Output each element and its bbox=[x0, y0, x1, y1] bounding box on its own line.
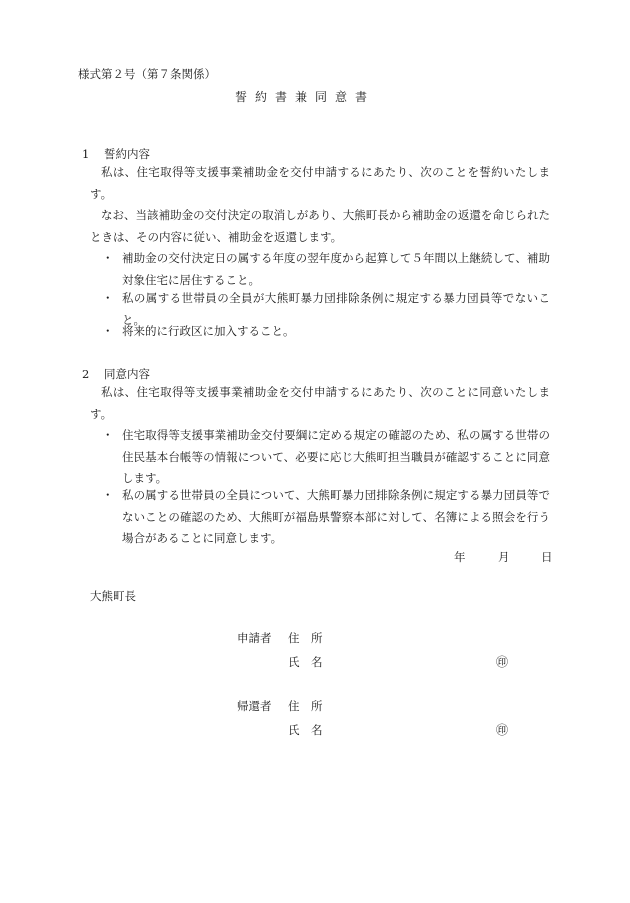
section1-paragraph-1: 私は、住宅取得等支援事業補助金を交付申請するにあたり、次のことを誓約いたします。 bbox=[90, 165, 550, 201]
returnee-seal: ㊞ bbox=[496, 723, 509, 737]
addressee: 大熊町長 bbox=[90, 589, 136, 603]
returnee-role: 帰還者 bbox=[237, 699, 272, 713]
section1-bullet-3 bbox=[102, 321, 550, 343]
applicant-address-label: 住 所 bbox=[288, 631, 323, 645]
returnee-address-label: 住 所 bbox=[288, 699, 323, 713]
section2-title: 同意内容 bbox=[104, 367, 150, 381]
section2-heading bbox=[82, 366, 150, 382]
bullet-text: 私の属する世帯員の全員について、大熊町暴力団排除条例に規定する暴力団員等でないことの確認のため、大熊町が福島県警察本部に対して、名簿による照会を行う場合があることに同意します。 bbox=[122, 488, 550, 545]
applicant-seal: ㊞ bbox=[496, 655, 509, 669]
section1-heading bbox=[82, 146, 150, 162]
bullet-text: 私の属する世帯員の全員が大熊町暴力団排除条例に規定する暴力団員等でないこと。 bbox=[122, 291, 550, 327]
section1-number: 1 bbox=[82, 147, 90, 161]
bullet-text: 補助金の交付決定日の属する年度の翌年度から起算して５年間以上継続して、補助対象住宅に居住すること。 bbox=[122, 251, 550, 287]
bullet-text: 住宅取得等支援事業補助金交付要綱に定める規定の確認のため、私の属する世帯の住民基本台帳等の情報について、必要に応じ大熊町担当職員が確認することに同意します。 bbox=[122, 428, 550, 485]
form-number: 様式第２号（第７条関係） bbox=[78, 67, 216, 81]
section1-bullet-1 bbox=[102, 248, 550, 291]
section2-paragraph-1: 私は、住宅取得等支援事業補助金を交付申請するにあたり、次のことに同意いたします。 bbox=[90, 385, 550, 421]
date-day: 日 bbox=[541, 550, 553, 564]
section2-bullet-2 bbox=[102, 485, 550, 550]
bullet-mark: ・ bbox=[102, 488, 114, 502]
bullet-mark: ・ bbox=[102, 324, 114, 338]
section2-number: 2 bbox=[82, 367, 90, 381]
bullet-mark: ・ bbox=[102, 428, 114, 442]
section2-bullet-1 bbox=[102, 425, 550, 490]
document-title: 誓約書兼同意書 bbox=[235, 90, 376, 104]
bullet-mark: ・ bbox=[102, 291, 114, 305]
returnee-name-label: 氏 名 bbox=[288, 723, 323, 737]
bullet-text: 将来的に行政区に加入すること。 bbox=[122, 324, 295, 338]
bullet-mark: ・ bbox=[102, 251, 114, 265]
applicant-name-label: 氏 名 bbox=[288, 655, 323, 669]
section1-paragraph-2: なお、当該補助金の交付決定の取消しがあり、大熊町長から補助金の返還を命じられたときは、その内容に従い、補助金を返還します。 bbox=[90, 208, 550, 244]
applicant-role: 申請者 bbox=[237, 631, 272, 645]
section1-title: 誓約内容 bbox=[104, 147, 150, 161]
date-year: 年 bbox=[454, 550, 466, 564]
date-month: 月 bbox=[498, 550, 510, 564]
